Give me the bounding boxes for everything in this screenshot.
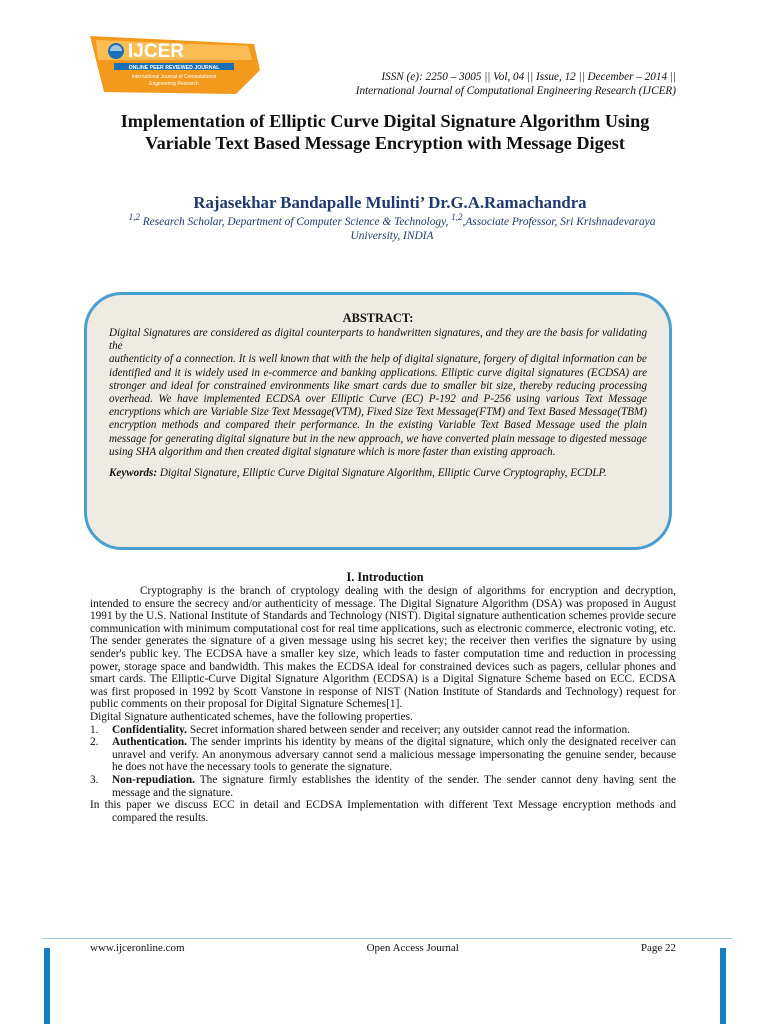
page-footer: [90, 942, 676, 954]
list-item-number: 3.: [90, 773, 99, 786]
affil-part-1: Research Scholar, Department of Computer Science & Technology,: [139, 215, 452, 228]
body-text: [90, 585, 676, 824]
list-item-term: Authentication.: [112, 736, 188, 749]
journal-name-line: International Journal of Computational Engineering Research (IJCER): [355, 85, 676, 97]
section-heading-introduction: [90, 570, 680, 585]
abstract-para-2: authenticity of a connection. It is well known that with the help of digital signature, forgery of digital information can be identified and it is widely used in e-commerce and banking applications. Elliptic curve digital signatures (ECDSA) are stronger and ideal for constrained environments like smart cards due to smaller bit size, thereby reducing processing overhead. We have implemented ECDSA over Elliptic Curve (EC) P-192 and P-256 using various Text Message encryptions which are Variable Size Text Message(VTM), Fixed Size Text Message(FTM) and Text Based Message(TBM) encryption methods and compared their performance. In the existing Variable Text Based Message used the plain message for generating digital signature but in the new approach, we have converted plain message to digested message using SHA algorithm and then created digital signature which is more faster than existing approach.: [109, 353, 647, 458]
list-item: [90, 774, 676, 799]
abstract-box: [84, 292, 672, 550]
list-item-term: Confidentiality.: [112, 723, 188, 736]
list-item: [90, 724, 676, 737]
list-item-term: Non-repudiation.: [112, 773, 195, 786]
logo-line1: International Journal of Computational: [131, 74, 217, 80]
section-title: Introduction: [357, 570, 424, 584]
abstract-heading: ABSTRACT:: [342, 311, 414, 325]
paper-authors: Rajasekhar Bandapalle Mulinti’ Dr.G.A.Ramachandra: [193, 193, 587, 212]
keywords-text: Digital Signature, Elliptic Curve Digital Signature Algorithm, Elliptic Curve Cryptography, ECDLP.: [157, 467, 607, 480]
affil-part-2: ,Associate Professor, Sri Krishnadevaraya University, INDIA: [350, 215, 656, 242]
footer-website-link[interactable]: www.ijceronline.com: [90, 942, 185, 954]
journal-logo: [86, 30, 266, 100]
abstract-text: [109, 327, 647, 459]
list-item-text: Secret information shared between sender and receiver; any outsider cannot read the information.: [187, 723, 630, 736]
issn-line: ISSN (e): 2250 – 3005 || Vol, 04 || Issue, 12 || December – 2014 ||: [381, 71, 676, 83]
author-affiliation: [112, 210, 672, 243]
list-item-text: The sender imprints his identity by means of the digital signature, which only the designated receiver can unravel and verify. An anonymous adversary cannot send a malicious message impersonating the genuine sender, because he does not have the necessary tools to generate the signature.: [112, 736, 676, 774]
list-item-body: [112, 724, 676, 737]
list-item-text: The signature firmly establishes the identity of the sender. The sender cannot deny having sent the message and the signature.: [112, 773, 676, 799]
properties-list: [90, 724, 676, 800]
footer-divider: [42, 938, 732, 939]
footer-page-number: Page 22: [640, 942, 676, 954]
abstract-para-1: Digital Signatures are considered as digital counterparts to handwritten signatures, and they are the basis for validating the: [109, 327, 647, 353]
list-item-number: 1.: [90, 723, 99, 736]
footer-center-text: Open Access Journal: [366, 942, 459, 954]
keywords-label: Keywords:: [109, 467, 158, 480]
intro-para-1: Cryptography is the branch of cryptology dealing with the design of algorithms for encryption and decryption, intended to ensure the secrecy and/or authenticity of message. The Digital Signature Algorithm (DSA) was proposed in August 1991 by the U.S. National Institute of Standards and Technology (NIST). Digital signature authentication schemes provide secure communication with minimum computational cost for real time applications, such as electronic commerce, electronic voting, etc. The sender generates the signature of a given message using his secret key; the receiver then verifies the signature by using sender's public key. The ECDSA have a smaller key size, which leads to faster computation time and reduction in processing power, storage space and bandwidth. This makes the ECDSA ideal for constrained devices such as pagers, cellular phones and smart cards. The Elliptic-Curve Digital Signature Algorithm (ECDSA) is a Digital Signature Scheme based on ECC. ECDSA was first proposed in 1992 by Scott Vanstone in response of NIST (Nation Institute of Standards and Technology) request for public comments on their proposal for Digital Signature Schemes[1].: [90, 585, 676, 711]
ijcer-logo-graphic: [86, 30, 266, 100]
affil-sup-2: 1,2: [451, 212, 463, 222]
intro-para-3: In this paper we discuss ECC in detail and ECDSA Implementation with different Text Message encryption methods and compared the results.: [90, 799, 676, 824]
list-item-body: [112, 736, 676, 774]
section-number: I.: [346, 570, 355, 584]
footer-bar-left: [44, 948, 50, 1024]
affil-sup-1: 1,2: [128, 212, 140, 222]
keywords: [109, 467, 647, 480]
intro-para-2: Digital Signature authenticated schemes, have the following properties.: [90, 710, 413, 723]
list-item: [90, 736, 676, 774]
logo-name: IJCER: [128, 41, 184, 62]
journal-header-info: [256, 70, 676, 98]
footer-bar-right: [720, 948, 726, 1024]
logo-ribbon: ONLINE PEER REVIEWED JOURNAL: [128, 65, 220, 71]
paper-title: Implementation of Elliptic Curve Digital Signature Algorithm Using Variable Text Based Message Encryption with Message Digest: [120, 111, 650, 153]
list-item-body: [112, 774, 676, 799]
list-item-number: 2.: [90, 736, 99, 749]
logo-line2: Engineering Research: [149, 81, 199, 87]
